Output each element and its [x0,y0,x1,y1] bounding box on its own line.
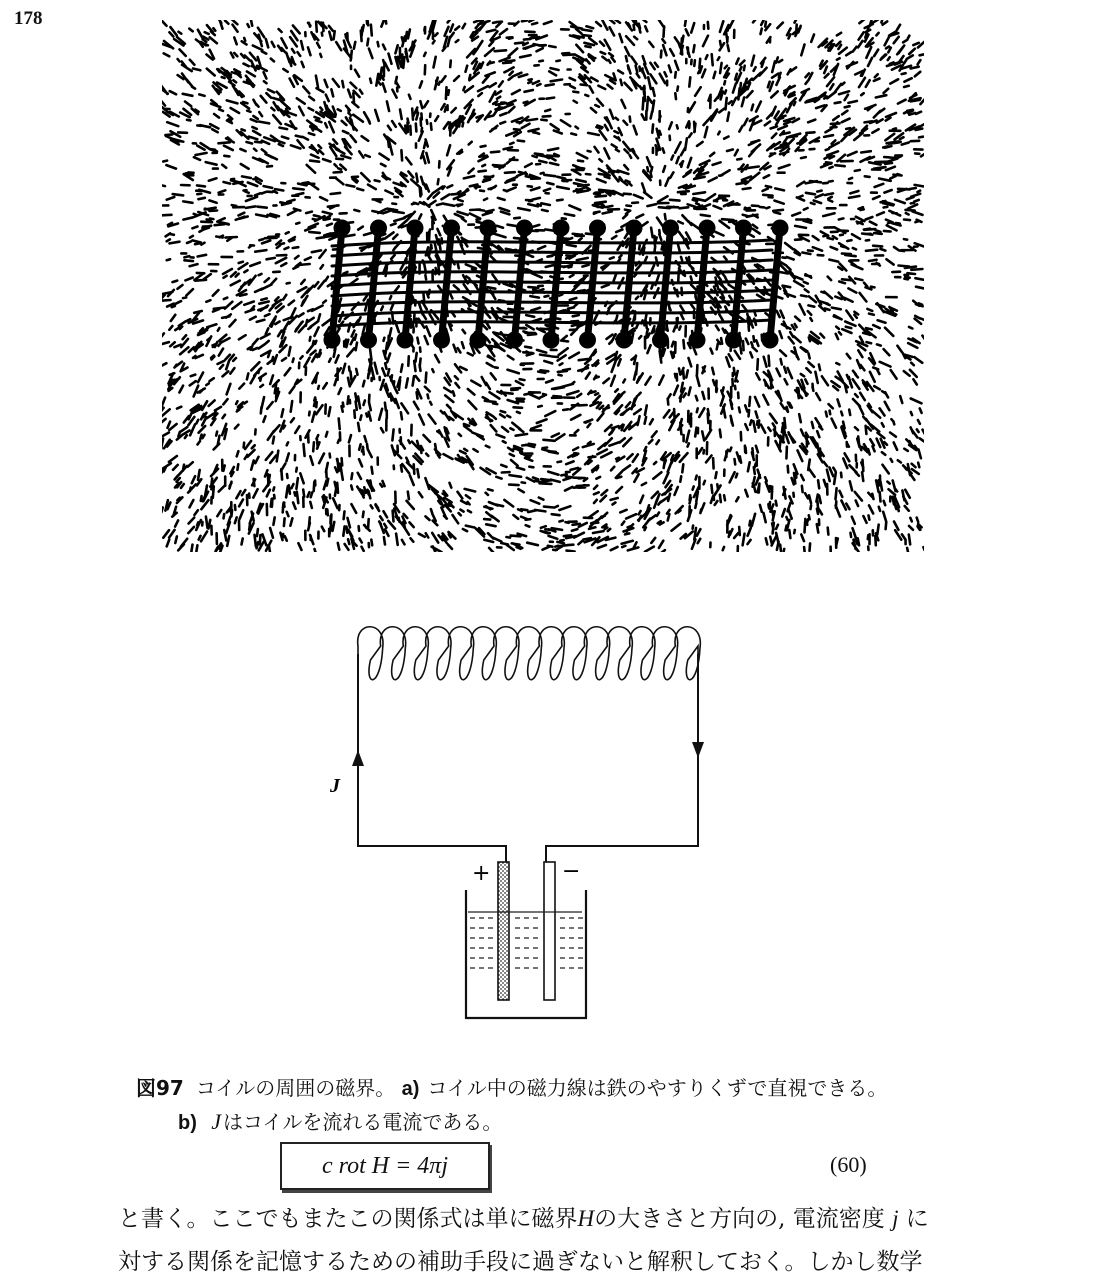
iron-filings-photo [162,20,924,552]
figure-caption-line1 [136,1072,887,1101]
battery-vessel [466,890,586,1018]
electrolyte-dashes [468,912,583,968]
winding-end-dot [726,332,742,348]
winding-end-dot [736,220,752,236]
circuit-diagram [300,600,760,1040]
equation-box [280,1142,490,1190]
winding-end-dot [334,220,350,236]
winding-end-dot [324,332,340,348]
plus-label: + [472,861,491,886]
page-number: 178 [14,8,43,29]
winding-end-dot [480,220,496,236]
minus-label: − [562,859,581,884]
equation-number: (60) [830,1152,867,1177]
body-text-line1 [118,1200,929,1233]
caption-text: コイルの周囲の磁界。 [195,1076,396,1100]
winding-end-dot [517,220,533,236]
winding-end-dot [689,332,705,348]
winding-end-dot [553,220,569,236]
winding-end-dot [397,332,413,348]
winding-end-dot [371,220,387,236]
winding-end-dot [407,220,423,236]
body-var-j: j [892,1206,899,1231]
winding-end-dot [434,332,450,348]
caption-part-b-var: J [211,1109,222,1134]
winding-end-dot [772,220,788,236]
body-line1-part2: の大きさと方向の, 電流密度 [594,1206,893,1232]
body-text-line2: 対する関係を記憶するための補助手段に過ぎないと解釈しておく。しかし数学 [118,1249,923,1275]
current-label: J [330,775,340,797]
arrow-up-icon [352,750,364,766]
anode-electrode [498,862,509,1000]
electrolyte [468,912,583,968]
winding-end-dot [444,220,460,236]
winding-end-dot [580,332,596,348]
figure-label: 図97 [136,1076,184,1100]
winding-end-dot [663,220,679,236]
winding-end-dot [543,332,559,348]
body-var-h: H [577,1206,595,1231]
circuit-wire [358,654,698,862]
winding-end-dot [699,220,715,236]
winding-end-dot [653,332,669,348]
cathode-electrode [544,862,555,1000]
body-line1-part3: に [898,1206,929,1232]
figure-caption-line2 [178,1106,502,1135]
winding-end-dot [762,332,778,348]
winding-end-dot [616,332,632,348]
winding-end-dot [470,332,486,348]
caption-part-b-text: はコイルを流れる電流である。 [223,1110,503,1134]
equation-text: c rot H = 4πj [322,1152,448,1179]
winding-end-dot [507,332,523,348]
caption-part-a-text: コイル中の磁力線は鉄のやすりくずで直視できる。 [427,1076,888,1100]
caption-part-b-label: b) [178,1112,197,1134]
winding-end-dot [361,332,377,348]
winding-end-dot [626,220,642,236]
arrow-down-icon [692,742,704,758]
caption-part-a-label: a) [401,1078,420,1100]
winding-end-dot [590,220,606,236]
body-line1-part1: と書く。ここでもまたこの関係式は単に磁界 [118,1206,578,1232]
coil-helix [358,627,701,680]
